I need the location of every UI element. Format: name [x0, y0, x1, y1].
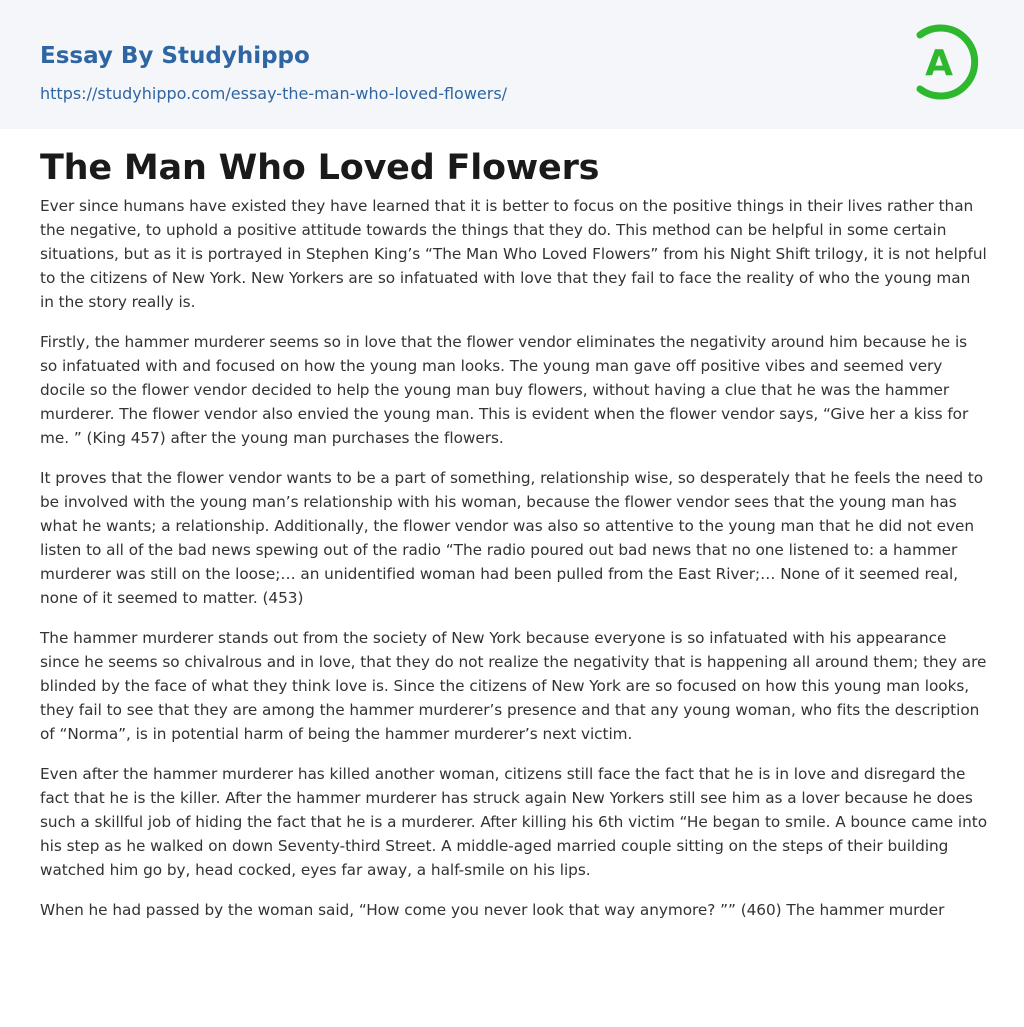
essay-paragraph: Ever since humans have existed they have learned that it is better to focus on the positive things in their lives rather than the negative, to uphold a positive attitude towards the things that they do. This method can be helpful in some certain situations, but as it is portrayed in Stephen King’s “The Man Who Loved Flowers” from his Night Shift trilogy, it is not helpful to the citizens of New York. New Yorkers are so infatuated with love that they fail to face the reality of who the young man in the story really is.	[40, 197, 987, 311]
logo-letter: A	[925, 43, 953, 84]
essay-url-link[interactable]: https://studyhippo.com/essay-the-man-who-loved-flowers/	[40, 84, 508, 103]
essay-paragraph: Even after the hammer murderer has killed another woman, citizens still face the fact that he is in love and disregard the fact that he is the killer. After the hammer murderer has struck again New Yorkers still see him as a lover because he does such a skillful job of hiding the fact that he is a murderer. After killing his 6th victim “He began to smile. A bounce came into his step as he walked on down Seventy-third Street. A middle-aged married couple sitting on the steps of their building watched him go by, head cocked, eyes far away, a half-smile on his lips.	[40, 765, 988, 879]
essay-paragraph: When he had passed by the woman said, “How come you never look that way anymore? ”” (460) The hammer murder	[40, 901, 945, 919]
site-title[interactable]: Essay By Studyhippo	[40, 43, 310, 69]
essay-paragraph: It proves that the flower vendor wants to be a part of something, relationship wise, so desperately that he feels the need to be involved with the young man’s relationship with his woman, because the flower vendor sees that the young man has what he wants; a relationship. Additionally, the flower vendor was also so attentive to the young man that he did not even listen to all of the bad news spewing out of the radio “The radio poured out bad news that no one listened to: a hammer murderer was still on the loose;… an unidentified woman had been pulled from the East River;… None of it seemed real, none of it seemed to matter. (453)	[40, 469, 984, 607]
logo-ring-icon	[912, 19, 986, 105]
essay-paragraph: The hammer murderer stands out from the society of New York because everyone is so infatuated with his appearance since he seems so chivalrous and in love, that they do not realize the negativity that is happening all around them; they are blinded by the face of what they think love is. Since the citizens of New York are so focused on how this young man looks, they fail to see that they are among the hammer murderer’s presence and that any young woman, who fits the description of “Norma”, is in potential harm of being the hammer murderer’s next victim.	[40, 629, 987, 743]
essay-body	[40, 194, 988, 938]
essay-title: The Man Who Loved Flowers	[40, 148, 600, 188]
studyhippo-logo[interactable]	[912, 19, 986, 105]
essay-paragraph: Firstly, the hammer murderer seems so in love that the flower vendor eliminates the negativity around him because he is so infatuated with and focused on how the young man looks. The young man gave off positive vibes and seemed very docile so the flower vendor decided to help the young man buy flowers, without having a clue that he was the hammer murderer. The flower vendor also envied the young man. This is evident when the flower vendor says, “Give her a kiss for me. ” (King 457) after the young man purchases the flowers.	[40, 333, 969, 447]
